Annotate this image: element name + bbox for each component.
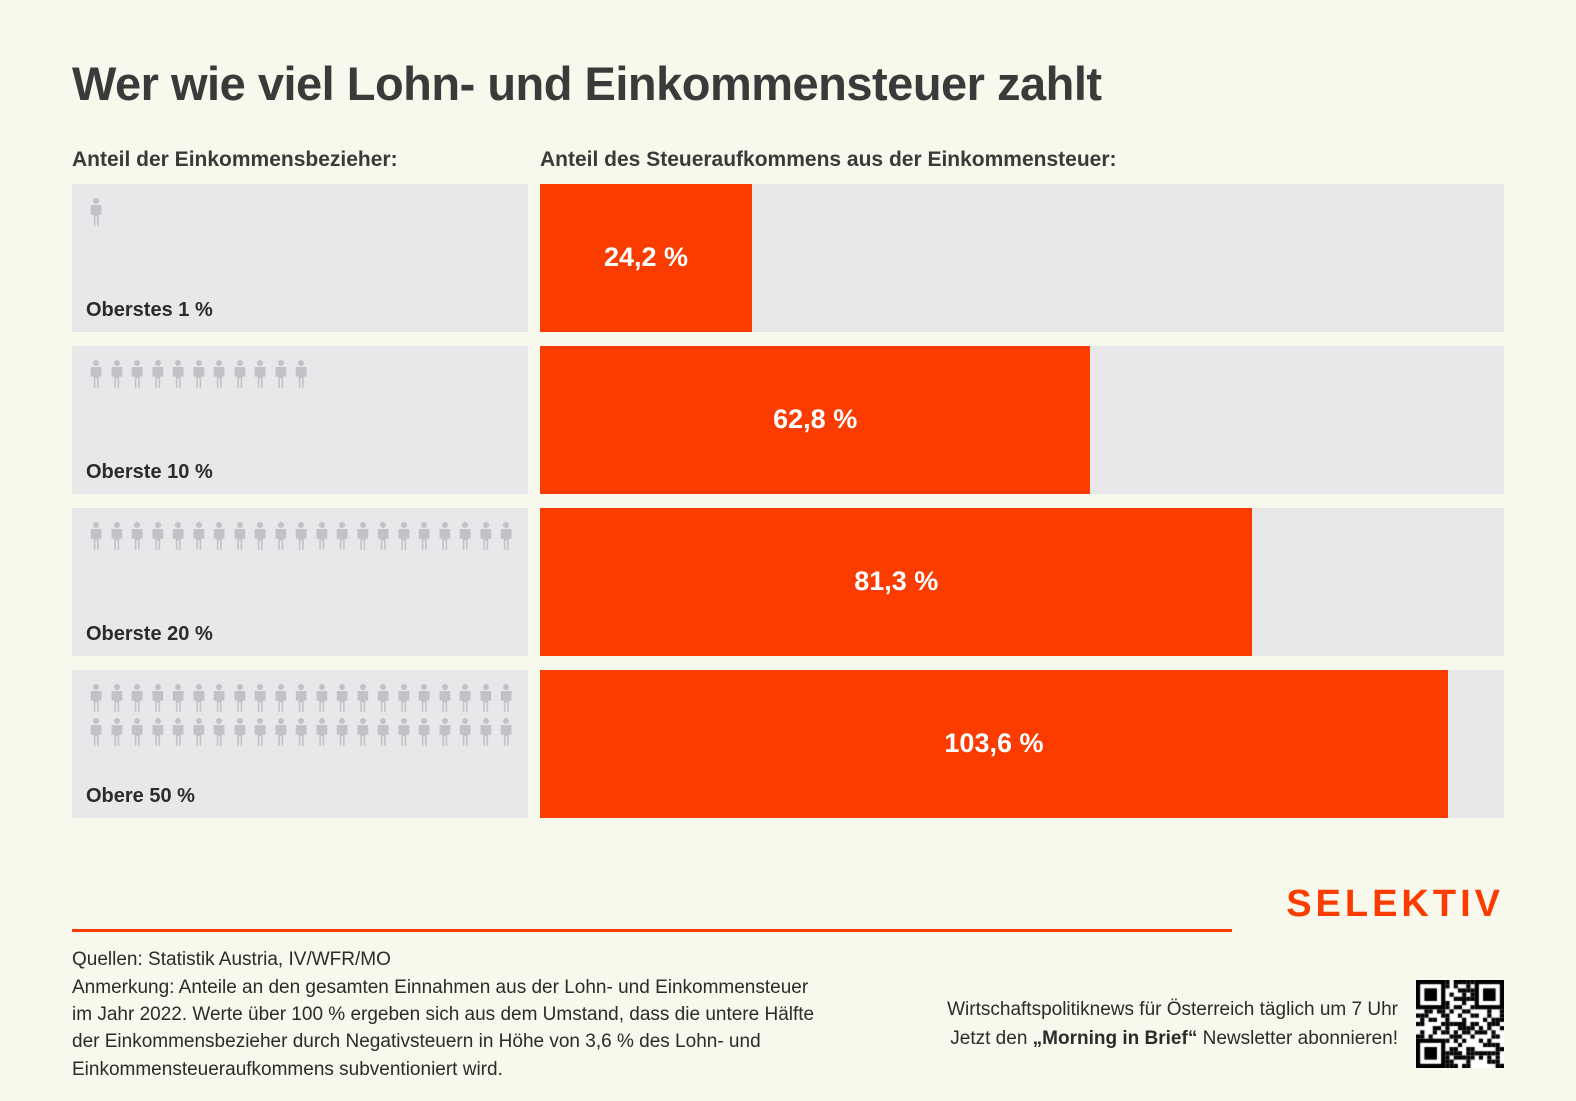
group-label: Oberste 20 %: [86, 622, 213, 645]
person-icon-row: [86, 682, 514, 716]
sources-block: [72, 946, 832, 1083]
person-icon: [189, 520, 210, 553]
person-icon-row: [86, 358, 514, 392]
person-icon: [250, 520, 271, 553]
table-row: [72, 184, 1504, 332]
person-icon: [312, 716, 333, 749]
person-icon-row: [86, 196, 514, 230]
person-icon: [127, 520, 148, 553]
person-icon: [414, 520, 435, 553]
person-icon: [230, 682, 251, 715]
person-icon: [209, 520, 230, 553]
person-icon: [476, 682, 497, 715]
person-icon: [271, 716, 292, 749]
person-icon: [209, 358, 230, 391]
person-icon: [107, 682, 128, 715]
person-icon: [250, 358, 271, 391]
person-icon: [271, 358, 292, 391]
person-icon: [86, 716, 107, 749]
person-icon-group: [86, 682, 514, 750]
person-icon: [496, 520, 517, 553]
bar-value-label: 81,3 %: [854, 566, 939, 597]
chart-rows: [72, 184, 1504, 818]
person-icon: [353, 520, 374, 553]
pictogram-cell: [72, 508, 528, 656]
person-icon-row: [86, 520, 514, 554]
group-label: Obere 50 %: [86, 784, 195, 807]
person-icon: [127, 682, 148, 715]
person-icon: [230, 716, 251, 749]
person-icon: [271, 682, 292, 715]
bar-track: [540, 184, 1504, 332]
person-icon: [107, 520, 128, 553]
person-icon: [455, 520, 476, 553]
person-icon: [86, 682, 107, 715]
person-icon: [332, 682, 353, 715]
person-icon: [86, 520, 107, 553]
bar-value-label: 62,8 %: [773, 404, 858, 435]
person-icon: [86, 196, 107, 229]
person-icon: [373, 716, 394, 749]
person-icon: [455, 716, 476, 749]
person-icon: [476, 716, 497, 749]
pictogram-cell: [72, 346, 528, 494]
person-icon: [394, 682, 415, 715]
column-header-income-share: Anteil der Einkommensbezieher:: [72, 147, 398, 171]
person-icon: [250, 682, 271, 715]
person-icon: [250, 716, 271, 749]
table-row: [72, 508, 1504, 656]
person-icon: [230, 358, 251, 391]
person-icon: [189, 358, 210, 391]
person-icon: [107, 358, 128, 391]
person-icon: [168, 520, 189, 553]
person-icon: [435, 520, 456, 553]
person-icon: [373, 682, 394, 715]
person-icon: [312, 520, 333, 553]
bar-track: [540, 508, 1504, 656]
person-icon: [189, 682, 210, 715]
table-row: [72, 670, 1504, 818]
person-icon: [353, 716, 374, 749]
column-header-tax-share: Anteil des Steueraufkommens aus der Einkommensteuer:: [540, 147, 1117, 171]
group-label: Oberste 10 %: [86, 460, 213, 483]
sources-line: Quellen: Statistik Austria, IV/WFR/MO: [72, 949, 391, 971]
person-icon-row: [86, 716, 514, 750]
person-icon-group: [86, 520, 514, 554]
pictogram-cell: [72, 670, 528, 818]
person-icon: [127, 358, 148, 391]
person-icon: [230, 520, 251, 553]
person-icon: [168, 716, 189, 749]
bar: [540, 346, 1090, 494]
bar-track: [540, 346, 1504, 494]
person-icon: [209, 682, 230, 715]
promo-line-2-pre: Jetzt den: [950, 1028, 1033, 1050]
promo-line-1: Wirtschaftspolitiknews für Österreich täglich um 7 Uhr: [947, 998, 1398, 1020]
person-icon: [127, 716, 148, 749]
newsletter-promo: [947, 980, 1504, 1068]
promo-text: [947, 995, 1398, 1054]
person-icon: [291, 520, 312, 553]
note-line: Anmerkung: Anteile an den gesamten Einnahmen aus der Lohn- und Einkommensteuer im Jahr 2022. Werte über 100 % ergeben sich aus dem Umstand, dass die untere Hälfte der Einkommensbezieher durch Negativsteuern in Höhe von 3,6 % des Lohn- und Einkommensteueraufkommens subventioniert wird.: [72, 976, 815, 1080]
person-icon: [435, 682, 456, 715]
person-icon: [394, 520, 415, 553]
bar: [540, 184, 752, 332]
footer: [72, 883, 1504, 1083]
person-icon: [291, 682, 312, 715]
person-icon: [455, 682, 476, 715]
person-icon: [435, 716, 456, 749]
promo-newsletter-name: „Morning in Brief“: [1032, 1028, 1198, 1050]
person-icon: [476, 520, 497, 553]
person-icon: [271, 520, 292, 553]
person-icon: [291, 358, 312, 391]
table-row: [72, 346, 1504, 494]
page-title: Wer wie viel Lohn- und Einkommensteuer zahlt: [72, 57, 1102, 110]
person-icon-group: [86, 358, 514, 392]
bar: [540, 508, 1252, 656]
footer-divider: [72, 929, 1232, 932]
person-icon: [148, 682, 169, 715]
person-icon: [189, 716, 210, 749]
promo-line-2-post: Newsletter abonnieren!: [1197, 1028, 1398, 1050]
person-icon: [353, 682, 374, 715]
person-icon: [86, 358, 107, 391]
person-icon: [394, 716, 415, 749]
bar-track: [540, 670, 1504, 818]
bar-value-label: 103,6 %: [944, 728, 1044, 759]
person-icon: [332, 716, 353, 749]
brand-logo: SELEKTIV: [1286, 883, 1504, 926]
pictogram-cell: [72, 184, 528, 332]
person-icon: [414, 716, 435, 749]
person-icon: [414, 682, 435, 715]
person-icon: [168, 358, 189, 391]
person-icon: [496, 716, 517, 749]
person-icon: [168, 682, 189, 715]
person-icon: [496, 682, 517, 715]
person-icon: [148, 520, 169, 553]
person-icon: [209, 716, 230, 749]
person-icon: [148, 716, 169, 749]
column-headers: [72, 148, 1504, 172]
bar-value-label: 24,2 %: [604, 242, 689, 273]
promo-line-2: [947, 1024, 1398, 1053]
person-icon: [332, 520, 353, 553]
person-icon: [107, 716, 128, 749]
group-label: Oberstes 1 %: [86, 298, 213, 321]
bar: [540, 670, 1448, 818]
person-icon-group: [86, 196, 514, 230]
person-icon: [312, 682, 333, 715]
person-icon: [291, 716, 312, 749]
person-icon: [373, 520, 394, 553]
person-icon: [148, 358, 169, 391]
qr-code-icon[interactable]: [1416, 980, 1504, 1068]
